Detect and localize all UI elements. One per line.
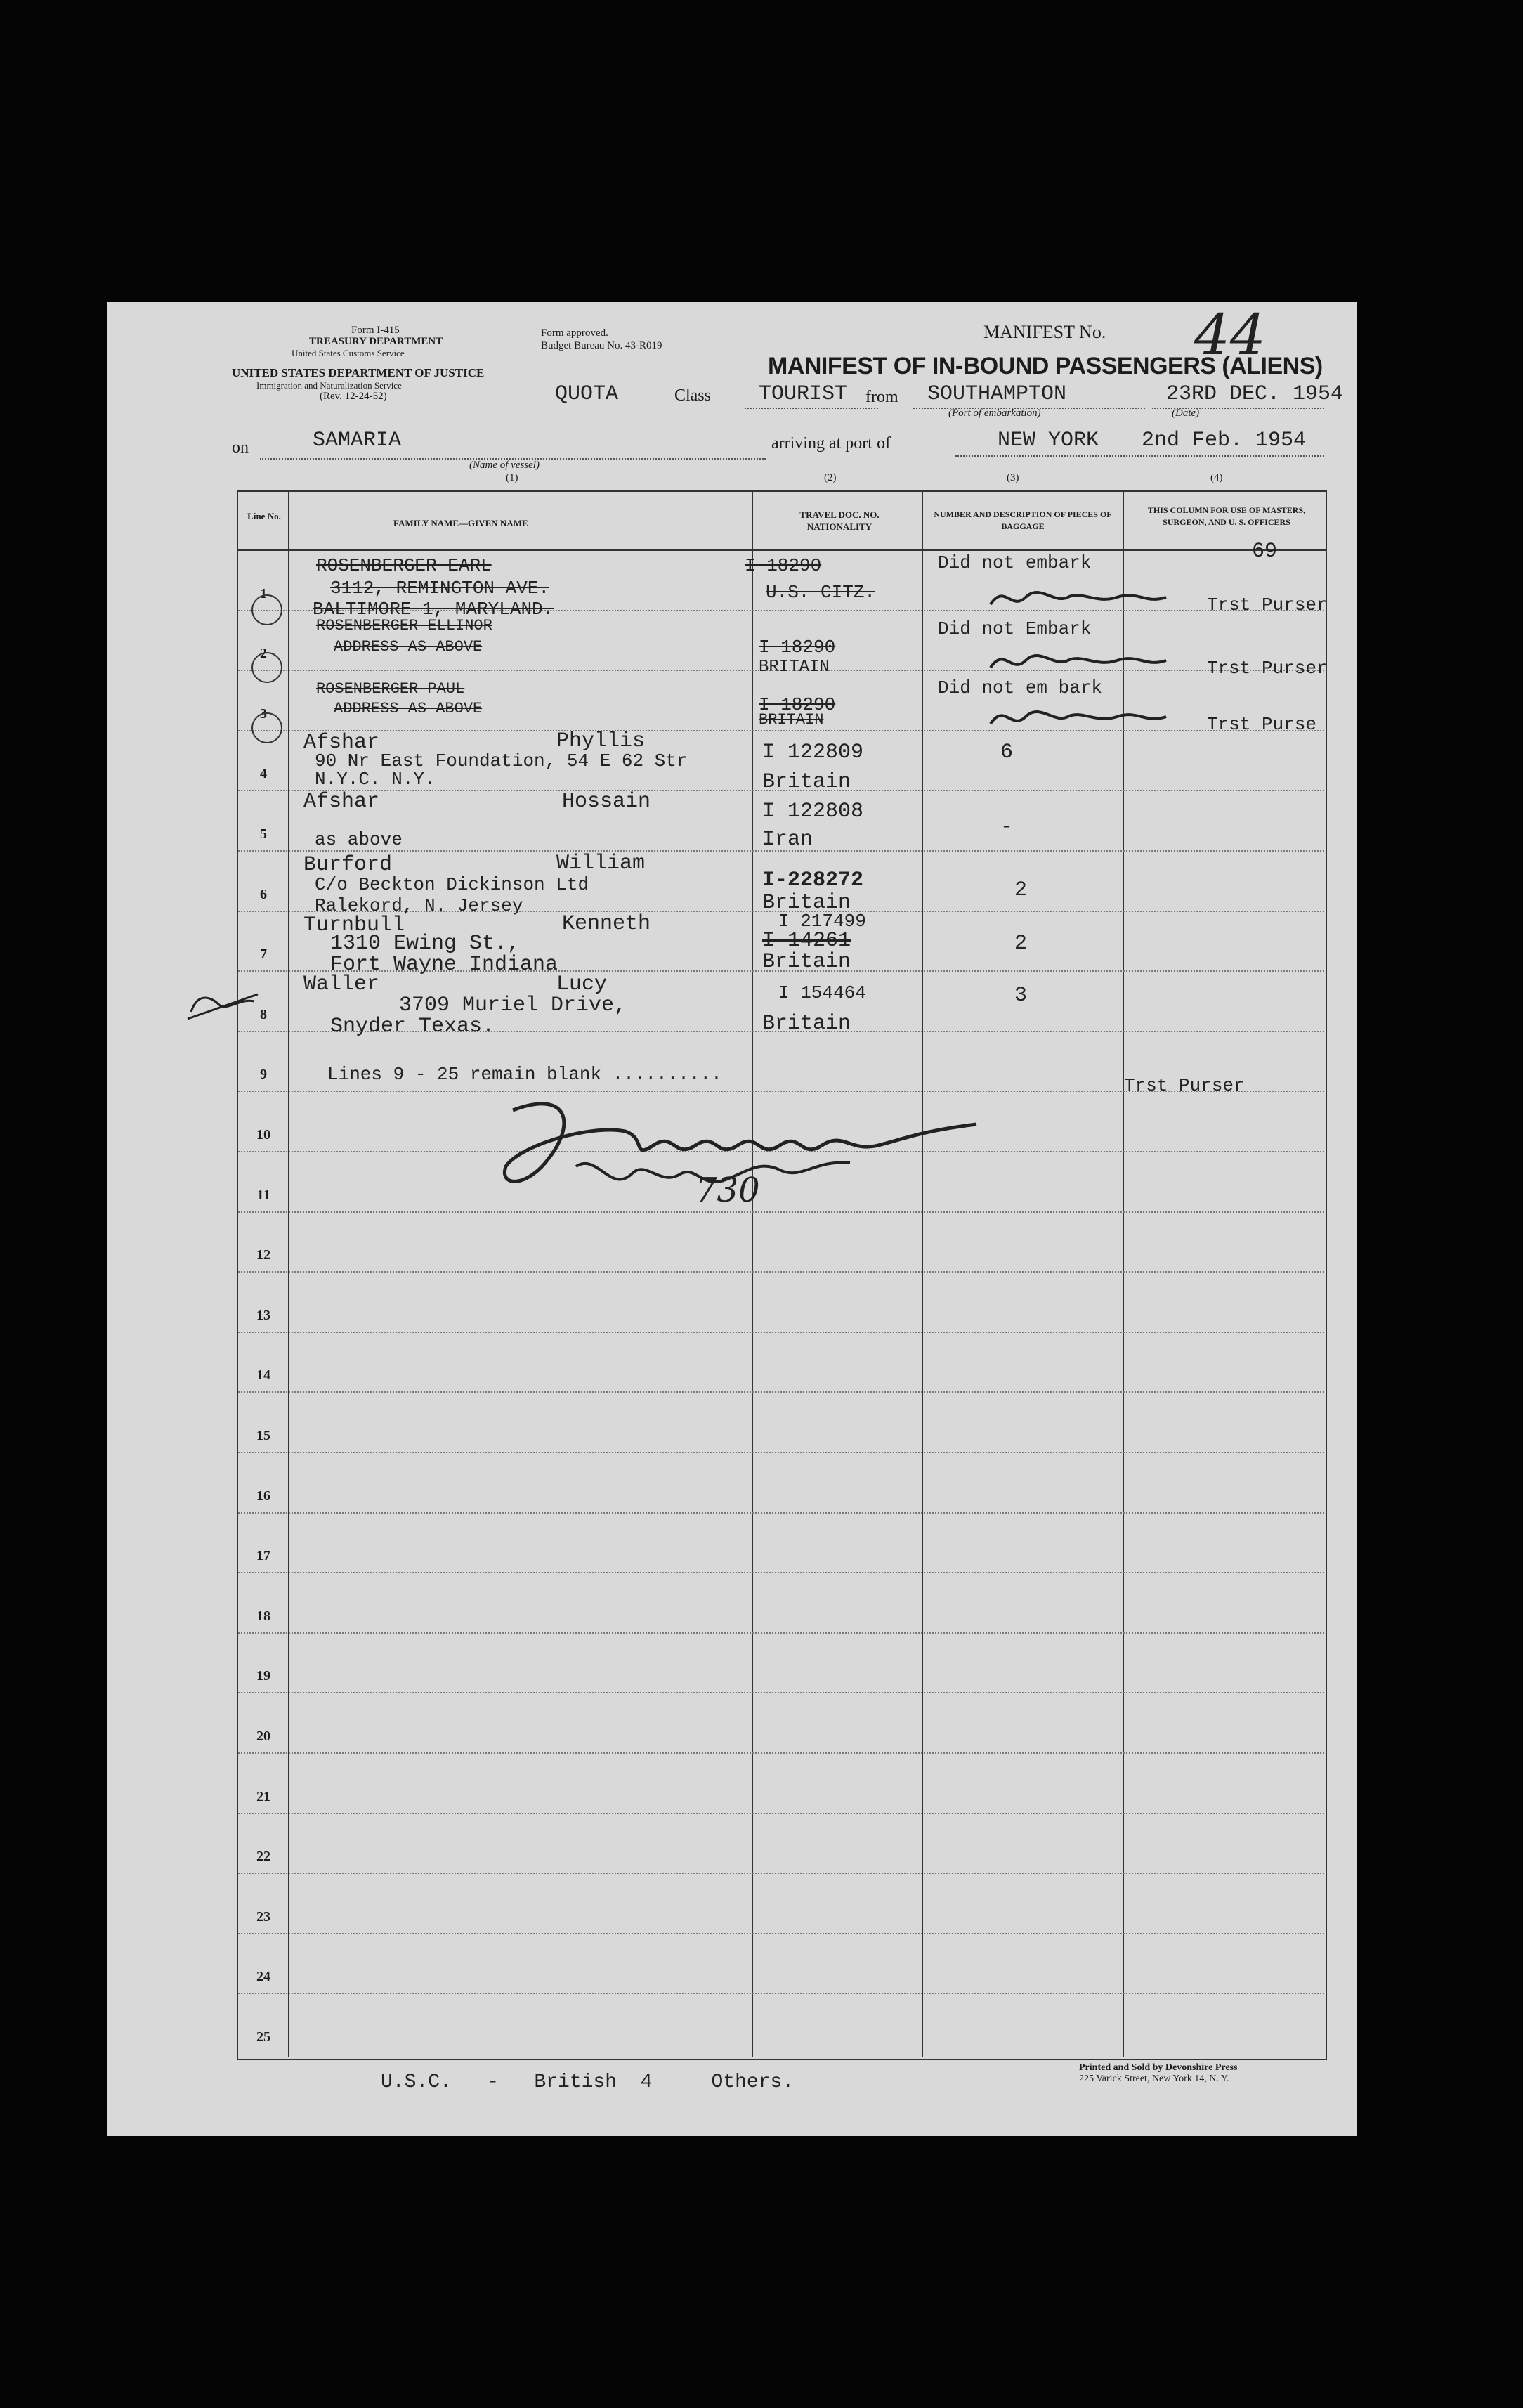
line-number: 8	[260, 1006, 267, 1022]
colnum-2: (2)	[824, 472, 837, 483]
line-number: 6	[260, 886, 267, 902]
passenger-doc: I-228272	[762, 868, 864, 892]
passenger-address: 90 Nr East Foundation, 54 E 62 Str	[315, 750, 688, 772]
arrival-port: NEW YORK	[998, 429, 1099, 453]
line-number: 18	[256, 1608, 270, 1624]
treasury-dept: TREASURY DEPARTMENT	[309, 336, 443, 347]
date-caption: (Date)	[1172, 408, 1200, 419]
struck-address: BALTIMORE 1, MARYLAND.	[313, 599, 554, 620]
form-number: Form I-415	[351, 325, 400, 336]
line-number: 23	[256, 1908, 270, 1925]
embark-date: 23RD DEC. 1954	[1166, 382, 1344, 406]
row-rule	[238, 1452, 1324, 1453]
handwritten-initials	[983, 576, 1208, 738]
circle-mark	[251, 652, 282, 683]
budget-bureau: Budget Bureau No. 43-R019	[541, 340, 662, 351]
line-number: 22	[256, 1849, 270, 1865]
passenger-baggage: 2	[1014, 932, 1028, 956]
vessel-name: SAMARIA	[313, 429, 402, 453]
passenger-family: Turnbull	[303, 913, 405, 937]
form-approved: Form approved.	[541, 327, 608, 339]
passenger-doc: I 122808	[762, 800, 864, 824]
row-rule	[238, 1271, 1324, 1273]
row-rule	[238, 1873, 1324, 1874]
line-number: 12	[256, 1247, 270, 1263]
row-rule	[238, 1332, 1324, 1333]
passenger-nationality: Britain	[762, 770, 851, 794]
struck-nationality: BRITAIN	[759, 711, 824, 729]
revision: (Rev. 12-24-52)	[320, 391, 387, 402]
header-officers: THIS COLUMN FOR USE OF MASTERS, SURGEON, AND U. S. OFFICERS	[1147, 505, 1306, 527]
struck-note: Did not embark	[938, 552, 1092, 573]
passenger-nationality: Iran	[762, 828, 813, 852]
struck-name: ROSENBERGER EARL	[316, 555, 492, 576]
line-number: 25	[256, 2029, 270, 2045]
header-travel-doc: TRAVEL DOC. NO. NATIONALITY	[799, 509, 880, 532]
line-number: 19	[256, 1668, 270, 1684]
passenger-nationality: Britain	[762, 950, 851, 974]
passenger-baggage: -	[1000, 815, 1014, 839]
passenger-address: 1310 Ewing St.,	[330, 932, 521, 956]
vessel-caption: (Name of vessel)	[469, 460, 540, 471]
circle-mark	[251, 594, 282, 625]
officer-count: 69	[1252, 540, 1278, 564]
passenger-nationality: Britain	[762, 1012, 851, 1036]
arrival-date: 2nd Feb. 1954	[1142, 429, 1307, 453]
struck-doc: I 18290	[745, 555, 822, 576]
passenger-given: Phyllis	[556, 729, 646, 753]
circle-mark	[251, 712, 282, 743]
line-number: 14	[256, 1367, 270, 1384]
passenger-given: Hossain	[562, 790, 651, 814]
quota-label: QUOTA	[555, 382, 619, 406]
manifest-title: MANIFEST OF IN-BOUND PASSENGERS (ALIENS)	[768, 353, 1323, 379]
line-number: 24	[256, 1969, 270, 1985]
line-number: 21	[256, 1788, 270, 1804]
passenger-address: C/o Beckton Dickinson Ltd	[315, 874, 589, 895]
purser-sign: Trst Purser	[1124, 1075, 1245, 1096]
line-number: 5	[260, 826, 267, 842]
line-number: 9	[260, 1067, 267, 1083]
line-number: 2	[260, 646, 267, 662]
row-rule	[238, 1632, 1324, 1634]
passenger-address: as above	[315, 829, 403, 850]
row-rule	[238, 1933, 1324, 1934]
passenger-given: William	[556, 852, 646, 876]
line-number: 1	[260, 585, 267, 601]
struck-name: ROSENBERGER ELLINOR	[316, 617, 492, 634]
struck-address: ADDRESS AS ABOVE	[334, 700, 483, 717]
line-number: 11	[256, 1187, 270, 1203]
struck-note: Did not Embark	[938, 618, 1092, 639]
margin-scribble	[184, 984, 261, 1026]
header-name: FAMILY NAME—GIVEN NAME	[393, 518, 528, 528]
passenger-given: Lucy	[556, 972, 608, 996]
passenger-baggage: 3	[1014, 984, 1028, 1008]
line-number: 15	[256, 1428, 270, 1443]
struck-nationality: BRITAIN	[759, 658, 830, 677]
passenger-doc: I 154464	[778, 982, 866, 1003]
footer-totals: U.S.C. - British 4 Others.	[381, 2071, 795, 2093]
line-number: 7	[260, 946, 267, 963]
line-number: 4	[260, 766, 267, 782]
colnum-1: (1)	[506, 472, 518, 483]
passenger-doc: I 122809	[762, 741, 864, 764]
row-rule	[238, 1813, 1324, 1814]
passenger-address: Snyder Texas.	[330, 1015, 495, 1039]
row-rule	[238, 1752, 1324, 1754]
arriving-label: arriving at port of	[771, 434, 891, 453]
passenger-address: Fort Wayne Indiana	[330, 953, 558, 977]
class-value: TOURIST	[759, 382, 848, 406]
colnum-4: (4)	[1210, 472, 1223, 483]
row-rule	[238, 1692, 1324, 1693]
line-number: 10	[256, 1127, 270, 1143]
struck-name: ROSENBERGER PAUL	[316, 680, 465, 698]
purser-sign: Trst Purser	[1207, 594, 1328, 616]
line-number: 17	[256, 1548, 270, 1564]
from-label: from	[865, 388, 898, 406]
from-caption: (Port of embarkation)	[948, 408, 1041, 419]
from-value: SOUTHAMPTON	[927, 382, 1067, 406]
justice-dept: UNITED STATES DEPARTMENT OF JUSTICE	[232, 366, 485, 379]
passenger-baggage: 2	[1014, 878, 1028, 902]
passenger-family: Afshar	[303, 731, 380, 755]
purser-sign: Trst Purse	[1207, 714, 1317, 735]
passenger-given: Kenneth	[562, 912, 651, 936]
passenger-doc-struck: I-14261	[762, 929, 851, 953]
ins-service: Immigration and Naturalization Service	[256, 380, 402, 391]
class-label: Class	[674, 386, 712, 405]
passenger-address: N.Y.C. N.Y.	[315, 769, 436, 790]
on-label: on	[232, 438, 249, 457]
row-rule	[238, 1512, 1324, 1514]
row-rule	[238, 1993, 1324, 1994]
struck-doc: I 18290	[759, 694, 836, 715]
customs-service: United States Customs Service	[292, 348, 405, 358]
manifest-number: 44	[1194, 302, 1266, 367]
line-number: 13	[256, 1307, 270, 1323]
passenger-family: Waller	[303, 972, 380, 996]
row-rule	[238, 1572, 1324, 1573]
signature-code: 730	[695, 1171, 760, 1210]
header-line-no: Line No.	[247, 511, 281, 521]
line-number: 3	[260, 705, 267, 722]
purser-sign: Trst Purser	[1207, 658, 1328, 679]
passenger-nationality: Britain	[762, 891, 851, 915]
line-number: 20	[256, 1729, 270, 1744]
passenger-doc: I 217499	[778, 911, 866, 932]
passenger-family: Burford	[303, 853, 393, 877]
passenger-family: Afshar	[303, 790, 380, 814]
remain-blank-note: Lines 9 - 25 remain blank ..........	[327, 1064, 722, 1085]
manifest-no-label: MANIFEST No.	[983, 322, 1106, 342]
line-number: 16	[256, 1488, 270, 1504]
struck-nationality: U.S. CITZ.	[766, 582, 876, 603]
header-baggage: NUMBER AND DESCRIPTION OF PIECES OF BAGGAGE	[934, 509, 1112, 531]
passenger-address: 3709 Muriel Drive,	[399, 994, 627, 1017]
struck-doc: I 18290	[759, 637, 836, 658]
struck-note: Did not em bark	[938, 677, 1103, 698]
passenger-baggage: 6	[1000, 741, 1014, 764]
colnum-3: (3)	[1007, 472, 1019, 483]
row-rule	[238, 1391, 1324, 1393]
struck-address: ADDRESS AS ABOVE	[334, 638, 483, 656]
passenger-address: Ralekord, N. Jersey	[315, 895, 523, 916]
printer-address: 225 Varick Street, New York 14, N. Y.	[1079, 2074, 1229, 2084]
printer-name: Printed and Sold by Devonshire Press	[1079, 2062, 1238, 2073]
struck-address: 3112, REMINGTON AVE.	[330, 578, 550, 599]
